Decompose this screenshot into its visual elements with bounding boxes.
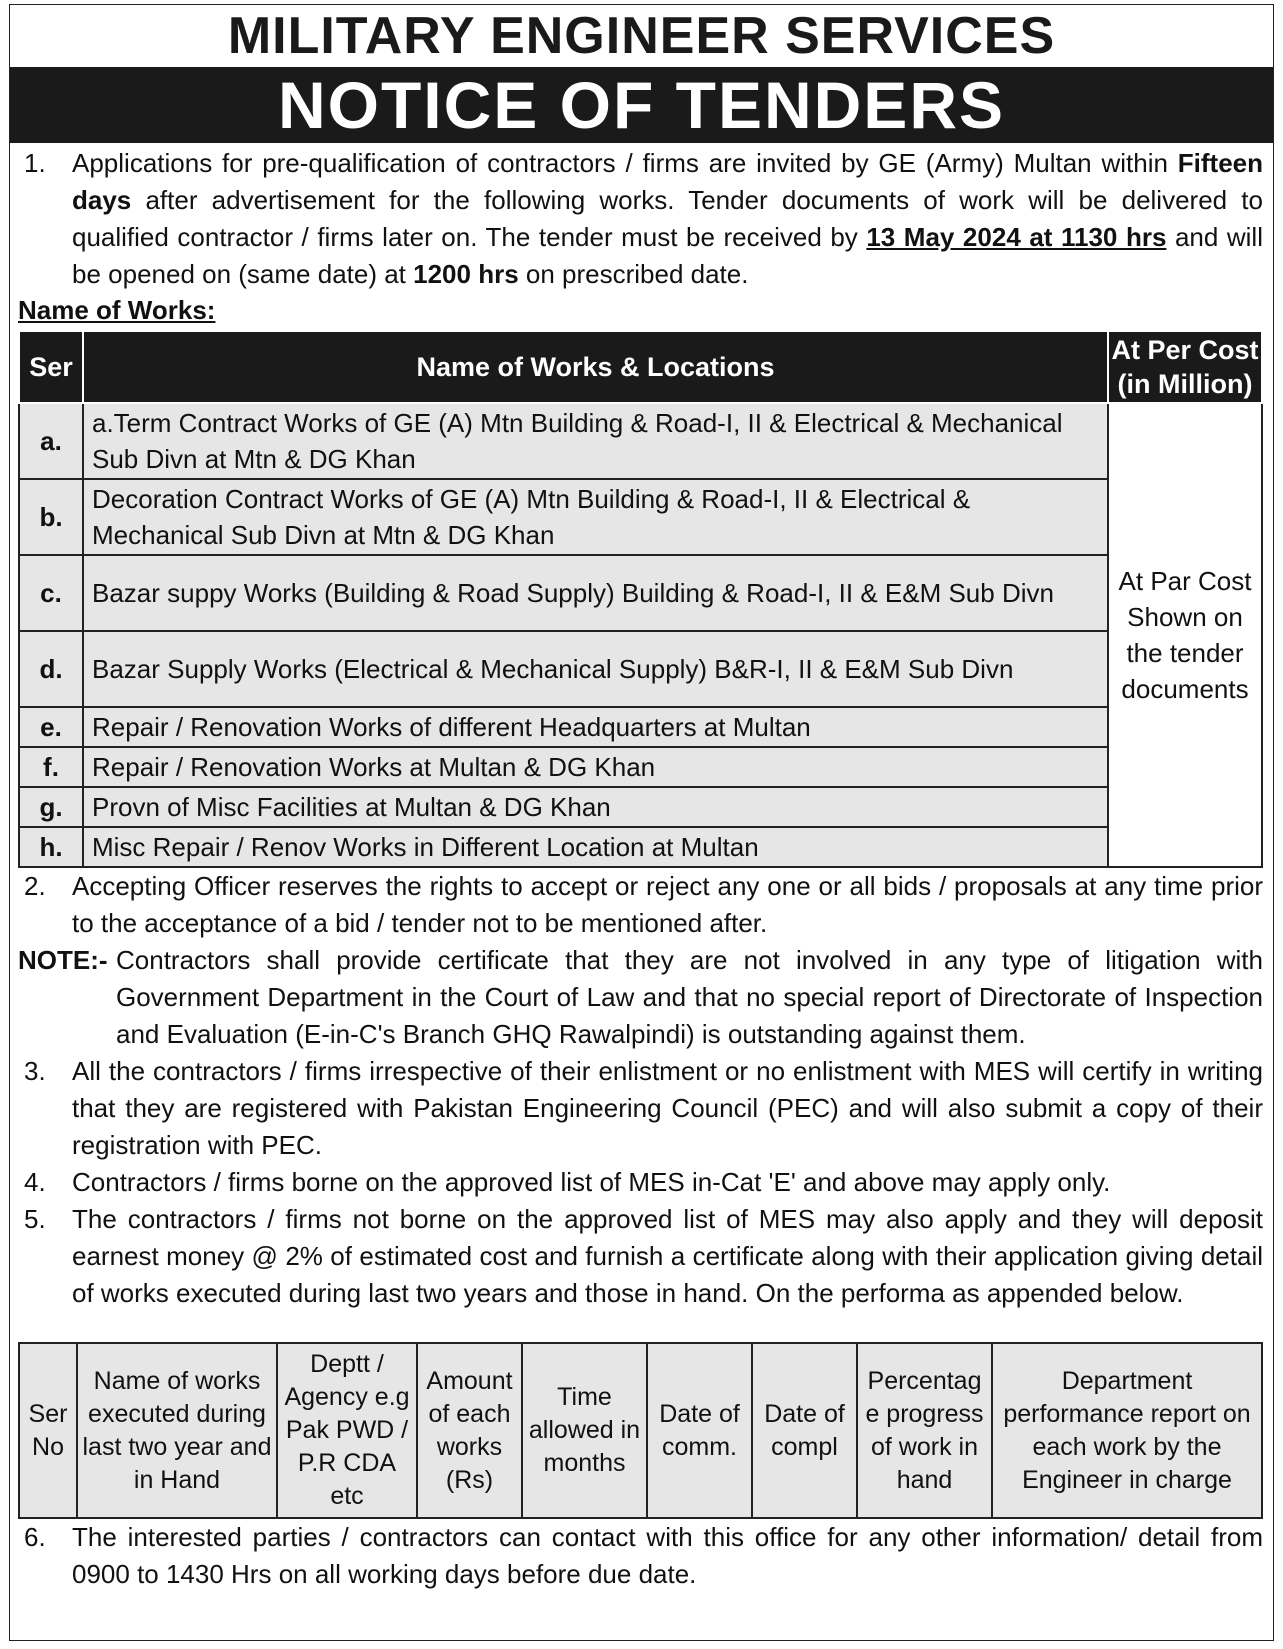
row-ser: d. — [19, 631, 83, 707]
table-row — [19, 555, 1262, 631]
row-ser: b. — [19, 479, 83, 555]
performa-col: Date of compl — [752, 1343, 857, 1518]
performa-table — [18, 1342, 1263, 1519]
paragraph-text: Contractors / firms borne on the approved list of MES in-Cat 'E' and above may apply only. — [72, 1167, 1111, 1197]
note-text: Contractors shall provide certificate that they are not involved in any type of litigation with Government Department in the Court of Law and that no special report of Directorate of Inspection and Evaluation (E-in-C's Branch GHQ Rawalpindi) is outstanding against them. — [116, 945, 1263, 1049]
table-row — [19, 403, 1262, 479]
performa-col: Ser No — [19, 1343, 77, 1518]
row-name: Provn of Misc Facilities at Multan & DG Khan — [83, 787, 1108, 827]
table-row — [19, 747, 1262, 787]
paragraph-text: The contractors / firms not borne on the approved list of MES may also apply and they will deposit earnest money @ 2% of estimated cost and furnish a certificate along with their application giving detail of works executed during last two years and those in hand. On the performa as appended below. — [72, 1204, 1263, 1308]
paragraph-text: Accepting Officer reserves the rights to accept or reject any one or all bids / proposals at any time prior to the acceptance of a bid / tender not to be mentioned after. — [72, 871, 1263, 938]
notice-body — [10, 145, 1273, 1593]
paragraph-text — [72, 145, 1263, 293]
performa-header-row — [19, 1343, 1262, 1518]
performa-col: Date of comm. — [647, 1343, 752, 1518]
table-row — [19, 707, 1262, 747]
paragraph-6 — [18, 1519, 1263, 1593]
paragraph-4 — [18, 1164, 1263, 1201]
works-label: Name of Works: — [18, 295, 216, 325]
text-run: on prescribed date. — [518, 259, 749, 289]
performa-col: Amount of each works (Rs) — [417, 1343, 522, 1518]
deadline: 13 May 2024 at 1130 hrs — [866, 222, 1167, 252]
row-name: Repair / Renovation Works of different Headquarters at Multan — [83, 707, 1108, 747]
row-name: Bazar suppy Works (Building & Road Supply) Building & Road-I, II & E&M Sub Divn — [83, 555, 1108, 631]
row-ser: g. — [19, 787, 83, 827]
paragraph-number: 4. — [24, 1167, 46, 1197]
row-ser: h. — [19, 827, 83, 867]
text-run: Applications for pre-qualification of contractors / firms are invited by GE (Army) Multan within — [72, 148, 1178, 178]
note-paragraph — [18, 942, 1263, 1053]
col-works: Name of Works & Locations — [83, 331, 1108, 403]
table-row — [19, 787, 1262, 827]
col-cost: At Per Cost (in Million) — [1108, 331, 1262, 403]
paragraph-2 — [18, 868, 1263, 942]
col-ser: Ser — [19, 331, 83, 403]
notice-title: NOTICE OF TENDERS — [10, 67, 1273, 143]
note-label: NOTE:- — [18, 945, 108, 975]
table-row — [19, 827, 1262, 867]
paragraph-number: 3. — [24, 1056, 46, 1086]
row-ser: f. — [19, 747, 83, 787]
row-name: Decoration Contract Works of GE (A) Mtn Building & Road-I, II & Electrical & Mechanical Sub Divn at Mtn & DG Khan — [83, 479, 1108, 555]
table-row — [19, 631, 1262, 707]
performa-col: Deptt / Agency e.g Pak PWD / P.R CDA etc — [277, 1343, 417, 1518]
works-table — [18, 330, 1263, 868]
paragraph-5 — [18, 1201, 1263, 1312]
performa-col: Percentag e progress of work in hand — [857, 1343, 992, 1518]
text-run: after advertisement for the following works. Tender documents of work will be delivered to qualified contractor / firms later on. The tender must be received by — [72, 185, 1263, 252]
paragraph-number: 5. — [24, 1204, 46, 1234]
paragraph-number: 2. — [24, 871, 46, 901]
bold-duration: Fifteen days — [72, 148, 1263, 215]
paragraph-text: The interested parties / contractors can contact with this office for any other information/ detail from 0900 to 1430 Hrs on all working days before due date. — [72, 1522, 1263, 1589]
paragraph-3 — [18, 1053, 1263, 1164]
org-title: MILITARY ENGINEER SERVICES — [227, 7, 1056, 65]
cost-cell: At Par Cost Shown on the tender documents — [1108, 403, 1262, 867]
row-ser: a. — [19, 403, 83, 479]
paragraph-number: 1. — [24, 148, 46, 178]
paragraph-1 — [18, 145, 1263, 293]
row-name: a.Term Contract Works of GE (A) Mtn Building & Road-I, II & Electrical & Mechanical Sub Divn at Mtn & DG Khan — [83, 403, 1108, 479]
row-name: Misc Repair / Renov Works in Different Location at Multan — [83, 827, 1108, 867]
table-header-row — [19, 331, 1262, 403]
row-ser: e. — [19, 707, 83, 747]
paragraph-text: All the contractors / firms irrespective of their enlistment or no enlistment with MES will certify in writing that they are registered with Pakistan Engineering Council (PEC) and will also submit a copy of their registration with PEC. — [72, 1056, 1263, 1160]
paragraph-number: 6. — [24, 1522, 46, 1552]
tender-notice — [9, 4, 1274, 1641]
performa-col: Department performance report on each work by the Engineer in charge — [992, 1343, 1262, 1518]
opening-time: 1200 hrs — [413, 259, 519, 289]
table-row — [19, 479, 1262, 555]
row-name: Repair / Renovation Works at Multan & DG Khan — [83, 747, 1108, 787]
performa-col: Time allowed in months — [522, 1343, 647, 1518]
performa-col: Name of works executed during last two year and in Hand — [77, 1343, 277, 1518]
row-ser: c. — [19, 555, 83, 631]
row-name: Bazar Supply Works (Electrical & Mechanical Supply) B&R-I, II & E&M Sub Divn — [83, 631, 1108, 707]
text-run: and will be opened on (same date) at — [72, 222, 1263, 289]
